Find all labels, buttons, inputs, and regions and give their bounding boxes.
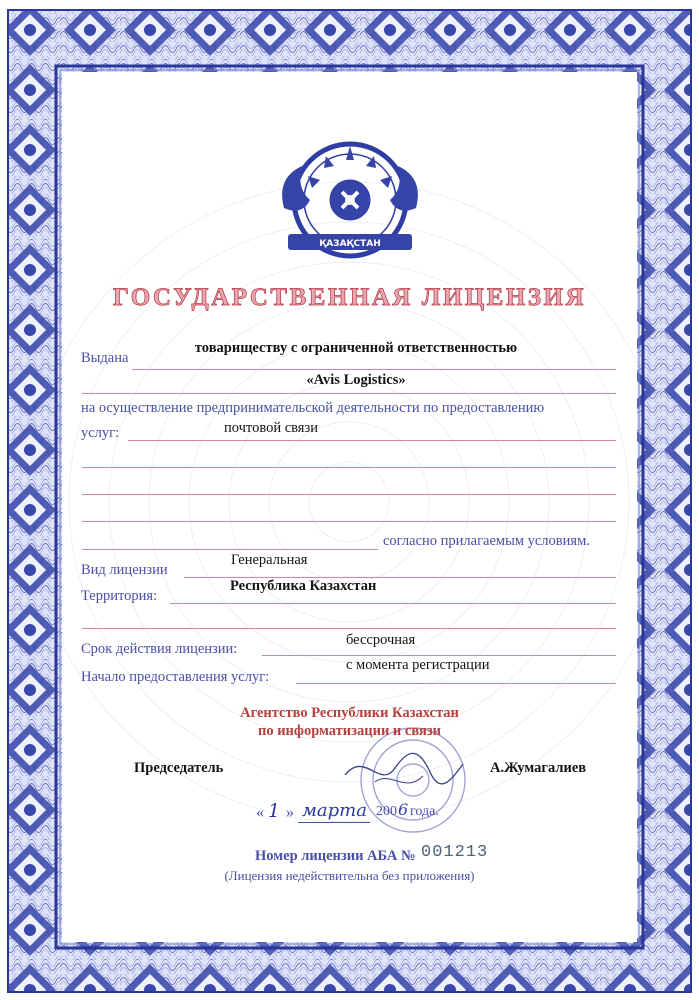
svg-text:ҚАЗАҚСТАН: ҚАЗАҚСТАН xyxy=(319,239,381,249)
license-type-label: Вид лицензии xyxy=(81,562,168,578)
rule-territory xyxy=(170,603,616,604)
date-year-word: года. xyxy=(410,804,439,819)
issued-value-line1: товариществу с ограниченной ответственностью xyxy=(194,340,518,356)
document-title: ГОСУДАРСТВЕННАЯ ЛИЦЕНЗИЯ xyxy=(112,284,587,311)
rule-issued-2 xyxy=(82,393,616,394)
kazakhstan-coat-of-arms-icon xyxy=(266,138,434,266)
rule-issued-1 xyxy=(132,369,616,370)
date-month: марта xyxy=(302,800,367,821)
conditions-text: согласно прилагаемым условиям. xyxy=(383,533,590,549)
validity-value: бессрочная xyxy=(346,632,416,648)
issued-label: Выдана xyxy=(81,350,129,366)
license-type-value: Генеральная xyxy=(231,552,308,568)
agency-line1: Агентство Республики Казахстан xyxy=(240,705,459,721)
rule-validity xyxy=(262,655,616,656)
services-label: услуг: xyxy=(81,425,120,441)
license-number-value: 001213 xyxy=(421,843,489,862)
signatory-position: Председатель xyxy=(134,760,224,776)
start-label: Начало предоставления услуг: xyxy=(81,669,270,685)
date-day: 1 xyxy=(268,800,281,822)
rule-services-3 xyxy=(82,494,616,495)
date-year-prefix: 200 xyxy=(376,804,397,819)
license-number-label: Номер лицензии АБА № xyxy=(255,848,416,864)
date-year-suffix: 6 xyxy=(398,800,409,819)
validity-label: Срок действия лицензии: xyxy=(81,641,238,657)
services-value: почтовой связи xyxy=(224,420,318,436)
territory-label: Территория: xyxy=(81,588,158,604)
issued-value-line2: «Avis Logistics» xyxy=(306,372,406,388)
rule-territory-2 xyxy=(82,628,616,629)
agency-line2: по информатизации и связи xyxy=(257,723,442,739)
rule-start xyxy=(296,683,616,684)
date-close-quote: » xyxy=(286,804,294,821)
rule-services-1 xyxy=(128,440,616,441)
validity-note: (Лицензия недействительна без приложения) xyxy=(224,868,475,883)
territory-value: Республика Казахстан xyxy=(230,578,377,594)
activity-text: на осуществление предпринимательской деятельности по предоставлению xyxy=(81,400,545,416)
rule-date-month xyxy=(298,822,370,823)
rule-services-2 xyxy=(82,467,616,468)
start-value: с момента регистрации xyxy=(346,657,490,673)
rule-services-4 xyxy=(82,521,616,522)
date-open-quote: « xyxy=(256,804,264,821)
signatory-name: А.Жумагалиев xyxy=(490,760,587,776)
rule-services-5 xyxy=(82,549,378,550)
